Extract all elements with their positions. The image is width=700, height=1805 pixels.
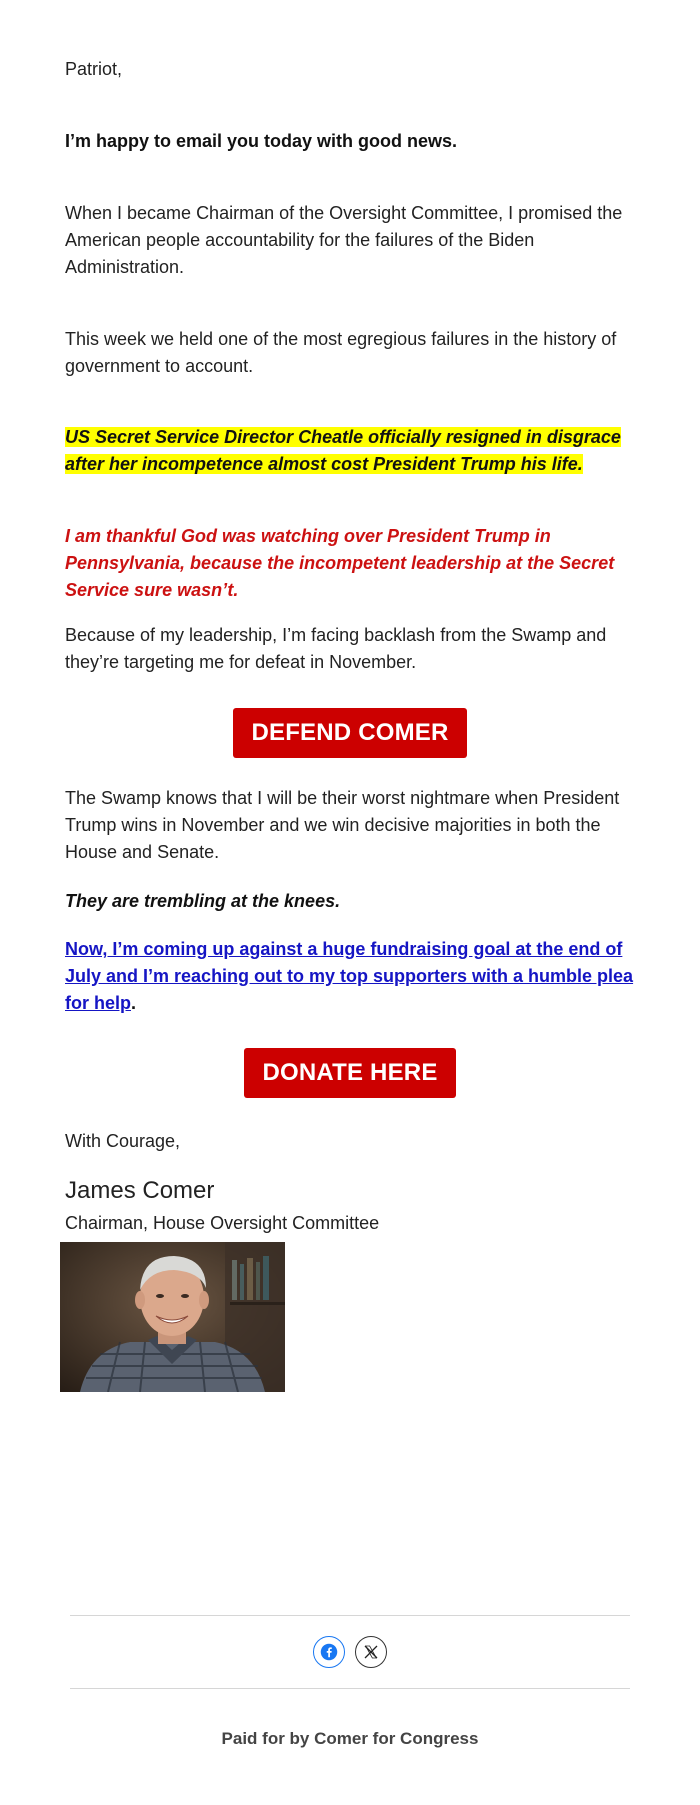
highlighted-statement [65,424,645,478]
x-icon[interactable] [355,1636,387,1668]
fundraising-paragraph [65,936,645,1017]
highlight-line-2: after her incompetence almost cost President Trump his life. [65,454,583,474]
paid-for-disclaimer: Paid for by Comer for Congress [221,1729,479,1748]
lead-sentence: I’m happy to email you today with good news. [65,131,458,151]
social-links [0,1636,700,1668]
paragraph-chairman: When I became Chairman of the Oversight Committee, I promised the American people accountability for the failures of the Biden Administration. [65,203,623,277]
paragraph-backlash: Because of my leadership, I’m facing backlash from the Swamp and they’re targeting me for defeat in November. [65,625,607,672]
signature-title: Chairman, House Oversight Committee [65,1213,380,1233]
red-italic-statement: I am thankful God was watching over President Trump in Pennsylvania, because the incompetent leadership at the Secret Service sure wasn’t. [65,526,615,600]
fundraising-link[interactable]: Now, I’m coming up against a huge fundraising goal at the end of July and I’m reaching out to my top supporters with a humble plea for help [65,939,634,1013]
paragraph-this-week: This week we held one of the most egregious failures in the history of government to account. [65,329,617,376]
trembling-statement: They are trembling at the knees. [65,891,341,911]
signoff: With Courage, [65,1131,181,1151]
facebook-icon[interactable] [313,1636,345,1668]
fundraising-period: . [131,993,137,1013]
defend-comer-button[interactable]: DEFEND COMER [233,708,467,758]
donate-here-button[interactable]: DONATE HERE [244,1048,456,1098]
signature-photo [60,1242,285,1392]
signature-name: James Comer [65,1177,215,1204]
paragraph-swamp-nightmare: The Swamp knows that I will be their worst nightmare when President Trump wins in November and we win decisive majorities in both the House and Senate. [65,788,620,862]
footer-divider-top [70,1615,630,1616]
greeting: Patriot, [65,59,123,79]
footer-divider-bottom [70,1688,630,1689]
highlight-line-1: US Secret Service Director Cheatle officially resigned in disgrace [65,427,621,447]
